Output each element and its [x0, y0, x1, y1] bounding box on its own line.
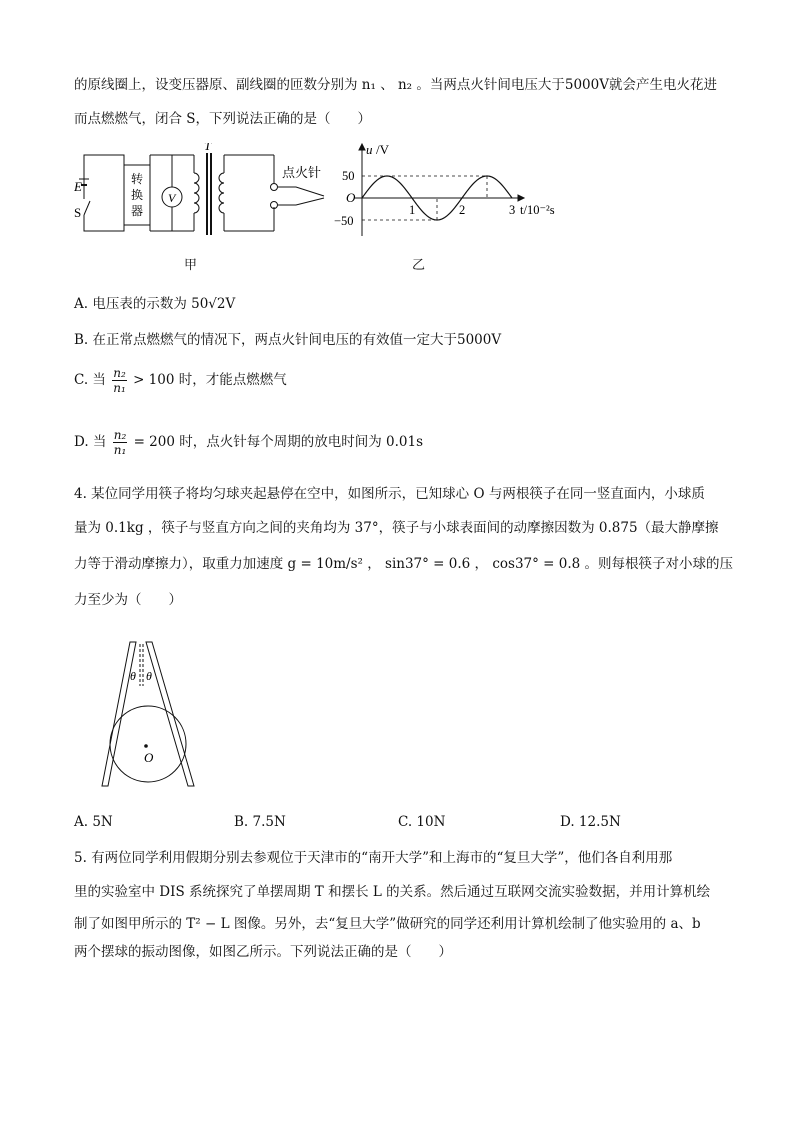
x-axis-label: t/10⁻²s [520, 203, 555, 217]
q3-option-a: A. 电压表的示数为 50√2V [74, 296, 236, 312]
q4-option-c: C. 10N [398, 814, 446, 830]
theta-left: θ [130, 669, 136, 683]
q3-option-d [74, 428, 423, 457]
center-label: O [144, 750, 154, 765]
q3-option-c-fraction: $\frac{\text{n₂}}{\text{n₁}}$ [113, 366, 126, 395]
q4-option-b: B. 7.5N [234, 814, 286, 830]
q4-text-line-4: 力至少为（ ） [74, 592, 182, 608]
y-axis-label: u [366, 142, 373, 157]
caption-yi: 乙 [412, 258, 426, 273]
q3-option-d-fraction: $\frac{\text{n₂}}{\text{n₁}}$ [113, 428, 127, 457]
q3-option-b: B. 在正常点燃燃气的情况下，两点火针间电压的有效值一定大于5000V [74, 332, 502, 348]
q4-text-line-1: 4. 某位同学用筷子将均匀球夹起悬停在空中，如图所示，已知球心 O 与两根筷子在同一竖直面内，小球质 [74, 486, 705, 502]
ignition-label: 点火针 [282, 165, 322, 180]
x-tick-1: 1 [409, 203, 416, 217]
q4-option-a: A. 5N [74, 814, 113, 830]
q3-option-c-prefix: C. 当 [74, 372, 106, 388]
converter-char-1: 转 [131, 172, 144, 186]
converter-char-2: 换 [131, 188, 144, 202]
x-tick-2: 2 [459, 203, 466, 217]
q3-text-line-2: 而点燃燃气，闭合 S，下列说法正确的是（ ） [74, 111, 372, 127]
origin-label: O [346, 190, 356, 205]
theta-right: θ [146, 669, 152, 683]
label-t: T [204, 143, 212, 153]
voltmeter-icon: V [168, 191, 176, 205]
q3-text-line-1: 的原线圈上，设变压器原、副线圈的匝数分别为 n₁ 、 n₂ 。当两点火针间电压大于5000V就会产生电火花进 [74, 77, 717, 93]
converter-char-3: 器 [131, 204, 144, 218]
caption-jia: 甲 [184, 258, 198, 273]
y-axis-label-unit: /V [376, 142, 389, 157]
q5-text-line-4: 两个摆球的振动图像，如图乙所示。下列说法正确的是（ ） [74, 944, 452, 960]
q4-text-line-3: 力等于滑动摩擦力），取重力加速度 g = 10m/s² ， sin37° = 0.6 ， cos37° = 0.8 。则每根筷子对小球的压 [74, 556, 734, 572]
q3-option-c-suffix: > 100 时，才能点燃燃气 [133, 372, 287, 388]
chopsticks-ball-figure [96, 640, 216, 790]
q3-option-c [74, 366, 287, 395]
q5-text-line-1: 5. 有两位同学利用假期分别去参观位于天津市的“南开大学”和上海市的“复旦大学”，他们各自利用那 [74, 850, 673, 866]
q5-text-line-2: 里的实验室中 DIS 系统探究了单摆周期 T 和摆长 L 的关系。然后通过互联网交流实验数据，并用计算机绘 [74, 884, 711, 900]
y-tick-neg50: −50 [334, 214, 354, 228]
q4-option-d: D. 12.5N [560, 814, 621, 830]
q3-option-d-prefix: D. 当 [74, 434, 107, 450]
sine-chart [334, 140, 574, 240]
q5-text-line-3: 制了如图甲所示的 T² − L 图像。另外，去“复旦大学”做研究的同学还利用计算机绘制了他实验用的 a、b [74, 916, 701, 932]
y-tick-50: 50 [342, 169, 355, 183]
q3-option-d-suffix: = 200 时，点火针每个周期的放电时间为 0.01s [133, 434, 424, 450]
circuit-figure [74, 143, 334, 243]
x-tick-3: 3 [509, 203, 516, 217]
label-e: E [74, 179, 82, 194]
label-s: S [74, 205, 82, 220]
q4-text-line-2: 量为 0.1kg ，筷子与竖直方向之间的夹角均为 37°，筷子与小球表面间的动摩擦因数为 0.875（最大静摩擦 [74, 520, 719, 536]
